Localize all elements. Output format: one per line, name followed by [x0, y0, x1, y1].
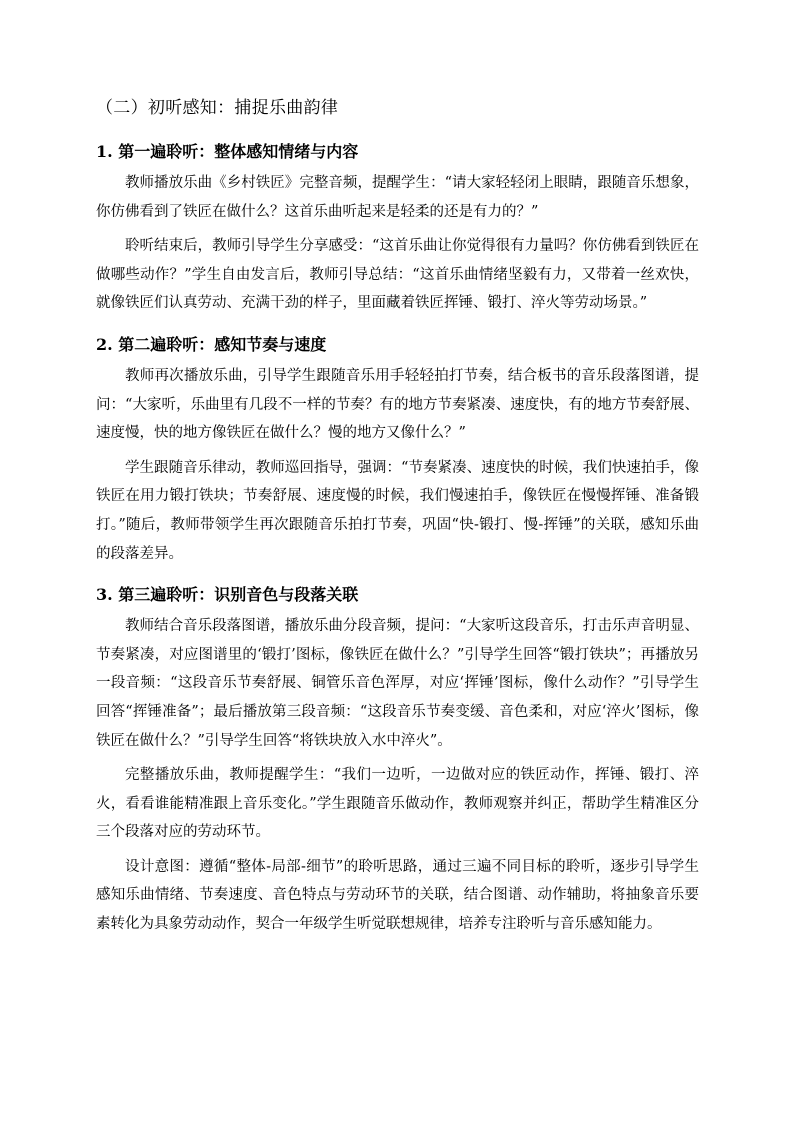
paragraph: 聆听结束后，教师引导学生分享感受：“这首乐曲让你觉得很有力量吗？你仿佛看到铁匠在做哪些动作？”学生自由发言后，教师引导总结：“这首乐曲情绪坚毅有力，又带着一丝欢快，就像铁匠们认真劳动、充满干劲的样子，里面藏着铁匠挥锤、锻打、淬火等劳动场景。” [96, 238, 699, 312]
document-page [96, 95, 699, 945]
paragraph: 教师播放乐曲《乡村铁匠》完整音频，提醒学生：“请大家轻轻闭上眼睛，跟随音乐想象，你仿佛看到了铁匠在做什么？这首乐曲听起来是轻柔的还是有力的？” [96, 175, 699, 220]
subheading-second-listening: 2. 第二遍聆听：感知节奏与速度 [96, 334, 327, 354]
part-second-listening [96, 332, 699, 568]
paragraph: 完整播放乐曲，教师提醒学生：“我们一边听，一边做对应的铁匠动作，挥锤、锻打、淬火，看看谁能精准跟上音乐变化。”学生跟随音乐做动作，教师观察并纠正，帮助学生精准区分三个段落对应的劳动环节。 [96, 767, 699, 841]
paragraph: 教师再次播放乐曲，引导学生跟随音乐用手轻轻拍打节奏，结合板书的音乐段落图谱，提问：“大家听，乐曲里有几段不一样的节奏？有的地方节奏紧凑、速度快，有的地方节奏舒展、速度慢，快的地方像铁匠在做什么？慢的地方又像什么？” [96, 367, 699, 442]
design-intent-paragraph: 设计意图：遵循“整体-局部-细节”的聆听思路，通过三遍不同目标的聆听，逐步引导学生感知乐曲情绪、节奏速度、音色特点与劳动环节的关联，结合图谱、动作辅助，将抽象音乐要素转化为具象劳动动作，契合一年级学生听觉联想规律，培养专注聆听与音乐感知能力。 [96, 858, 699, 933]
part-third-listening [96, 582, 699, 939]
paragraph: 教师结合音乐段落图谱，播放乐曲分段音频，提问：“大家听这段音乐，打击乐声音明显、节奏紧凑，对应图谱里的‘锻打’图标，像铁匠在做什么？”引导学生回答“锻打铁块”；再播放另一段音频：“这段音乐节奏舒展、铜管乐音色浑厚，对应‘挥锤’图标，像什么动作？”引导学生回答“挥锤准备”；最后播放第三段音频：“这段音乐节奏变缓、音色柔和，对应‘淬火’图标，像铁匠在做什么？”引导学生回答“将铁块放入水中淬火”。 [96, 618, 699, 749]
subheading-first-listening: 1. 第一遍聆听：整体感知情绪与内容 [96, 142, 359, 161]
paragraph: 学生跟随音乐律动，教师巡回指导，强调：“节奏紧凑、速度快的时候，我们快速拍手，像铁匠在用力锻打铁块；节奏舒展、速度慢的时候，我们慢速拍手，像铁匠在慢慢挥锤、准备锻打。”随后，教师带领学生再次跟随音乐拍打节奏，巩固“快-锻打、慢-挥锤”的关联，感知乐曲的段落差异。 [96, 459, 699, 562]
section-title: （二）初听感知：捕捉乐曲韵律 [96, 98, 339, 118]
part-first-listening [96, 139, 699, 318]
subheading-third-listening: 3. 第三遍聆听：识别音色与段落关联 [96, 585, 359, 605]
